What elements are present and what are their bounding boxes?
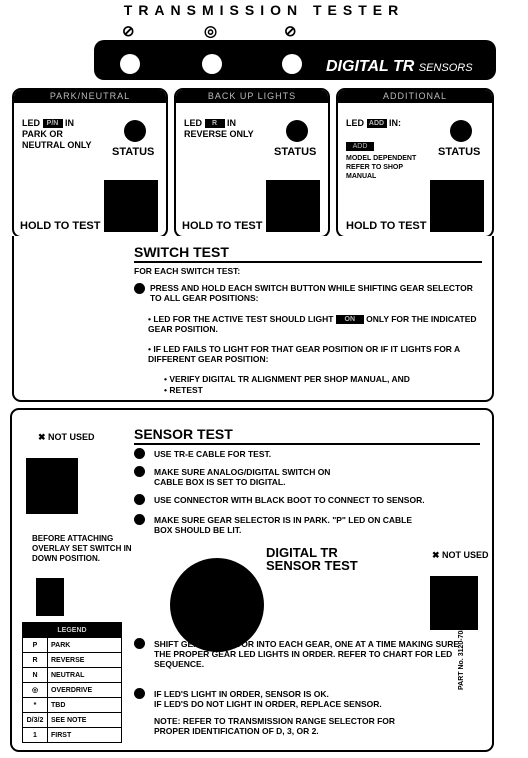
legend-table — [22, 622, 122, 743]
step-bullet — [134, 448, 145, 459]
legend-row: * TBD — [23, 698, 122, 713]
panel-header: PARK/NEUTRAL — [14, 90, 166, 103]
step-bullet — [134, 466, 145, 477]
sensor-step-4: MAKE SURE GEAR SELECTOR IS IN PARK. "P" LED ON CABLE BOX SHOULD BE LIT. — [154, 515, 413, 535]
step-bullet — [134, 514, 145, 525]
step-bullet — [134, 283, 145, 294]
panel-back-up-lights — [174, 88, 330, 238]
page-title: TRANSMISSION TESTER — [123, 2, 405, 18]
panel-note: MODEL DEPENDENT REFER TO SHOP MANUAL — [346, 155, 417, 180]
sensor-test-heading: SENSOR TEST — [134, 426, 233, 442]
hold-to-test-button[interactable] — [266, 180, 320, 232]
switch-bullet-4: • RETEST — [164, 385, 203, 395]
panel-additional — [336, 88, 494, 238]
panel-description: LED ADD IN: — [346, 118, 402, 128]
status-label: STATUS — [438, 146, 481, 158]
no-symbol-icon: ⊘ — [122, 23, 135, 40]
before-attaching-note: BEFORE ATTACHING OVERLAY SET SWITCH IN DOWN POSITION. — [32, 534, 132, 563]
indicator-light-1 — [120, 54, 140, 74]
panel-description: LED P/N IN PARK OR NEUTRAL ONLY — [22, 118, 92, 150]
brand-label: DIGITAL TR SENSORS — [326, 58, 473, 75]
hold-to-test-button[interactable] — [430, 180, 484, 232]
legend-row: 1 FIRST — [23, 728, 122, 743]
hold-label: HOLD TO TEST — [20, 220, 101, 232]
legend-row: ◎ OVERDRIVE — [23, 683, 122, 698]
sensor-step-2: MAKE SURE ANALOG/DIGITAL SWITCH ON CABLE BOX IS SET TO DIGITAL. — [154, 467, 331, 487]
status-led — [124, 120, 146, 142]
legend-row: P PARK — [23, 638, 122, 653]
switch-bullet-2: • IF LED FAILS TO LIGHT FOR THAT GEAR POSITION OR IF IT LIGHTS FOR A DIFFERENT GEAR POSITION: — [148, 344, 460, 364]
status-led — [450, 120, 472, 142]
not-used-pad-left — [26, 458, 78, 514]
panel-description: LED R IN REVERSE ONLY — [184, 118, 254, 139]
hold-label: HOLD TO TEST — [346, 220, 427, 232]
panel-header: BACK UP LIGHTS — [176, 90, 328, 103]
legend-row: D/3/2 SEE NOTE — [23, 713, 122, 728]
switch-test-heading: SWITCH TEST — [134, 244, 229, 260]
indicator-light-3 — [282, 54, 302, 74]
legend-row: R REVERSE — [23, 653, 122, 668]
not-used-label-left: ✖ NOT USED — [38, 432, 95, 442]
switch-bullet-3: • VERIFY DIGITAL TR ALIGNMENT PER SHOP MANUAL, AND — [164, 374, 410, 384]
legend-row: N NEUTRAL — [23, 668, 122, 683]
panel-park-neutral — [12, 88, 168, 238]
switch-test-intro: FOR EACH SWITCH TEST: — [134, 266, 241, 276]
step-bullet — [134, 688, 145, 699]
switch-bullet-1: • LED FOR THE ACTIVE TEST SHOULD LIGHT ON ONLY FOR THE INDICATED GEAR POSITION. — [148, 314, 477, 335]
indicator-light-2 — [202, 54, 222, 74]
switch-step-1: PRESS AND HOLD EACH SWITCH BUTTON WHILE SHIFTING GEAR SELECTOR TO ALL GEAR POSITIONS: — [150, 283, 473, 303]
add-badge: ADD — [346, 142, 374, 151]
hold-label: HOLD TO TEST — [182, 220, 263, 232]
switch-test-section — [12, 236, 494, 402]
sensor-step-1: USE TR-E CABLE FOR TEST. — [154, 449, 272, 459]
step-bullet — [134, 638, 145, 649]
legend-header: LEGEND — [23, 623, 122, 638]
sensor-step-6b: IF LED'S DO NOT LIGHT IN ORDER, REPLACE SENSOR. — [154, 699, 382, 709]
hold-to-test-button[interactable] — [104, 180, 158, 232]
sensor-step-3: USE CONNECTOR WITH BLACK BOOT TO CONNECT TO SENSOR. — [154, 495, 425, 505]
sensor-step-5: SHIFT GEAR SELECTOR INTO EACH GEAR, ONE AT A TIME MAKING SURE THE PROPER GEAR LED LIGHTS IN ORDER. REFER TO CHART FOR LED SEQUENCE. — [154, 639, 460, 669]
switch-pad — [36, 578, 64, 616]
target-icon: ◎ — [204, 23, 218, 40]
part-number: PART No. 3120-708 — [458, 626, 465, 690]
sensor-step-6a: IF LED'S LIGHT IN ORDER, SENSOR IS OK. — [154, 689, 329, 699]
not-used-pad-right — [430, 576, 478, 630]
sensor-test-section — [10, 408, 494, 752]
not-used-label-right: ✖ NOT USED — [432, 550, 489, 560]
status-label: STATUS — [274, 146, 317, 158]
sensor-test-button[interactable] — [170, 558, 264, 652]
sensor-note: NOTE: REFER TO TRANSMISSION RANGE SELECTOR FOR PROPER IDENTIFICATION OF D, 3, OR 2. — [154, 716, 396, 736]
status-label: STATUS — [112, 146, 155, 158]
no-symbol-icon: ⊘ — [284, 23, 297, 40]
status-led — [286, 120, 308, 142]
step-bullet — [134, 494, 145, 505]
center-test-label: DIGITAL TR SENSOR TEST — [266, 545, 358, 573]
panel-header: ADDITIONAL — [338, 90, 492, 103]
